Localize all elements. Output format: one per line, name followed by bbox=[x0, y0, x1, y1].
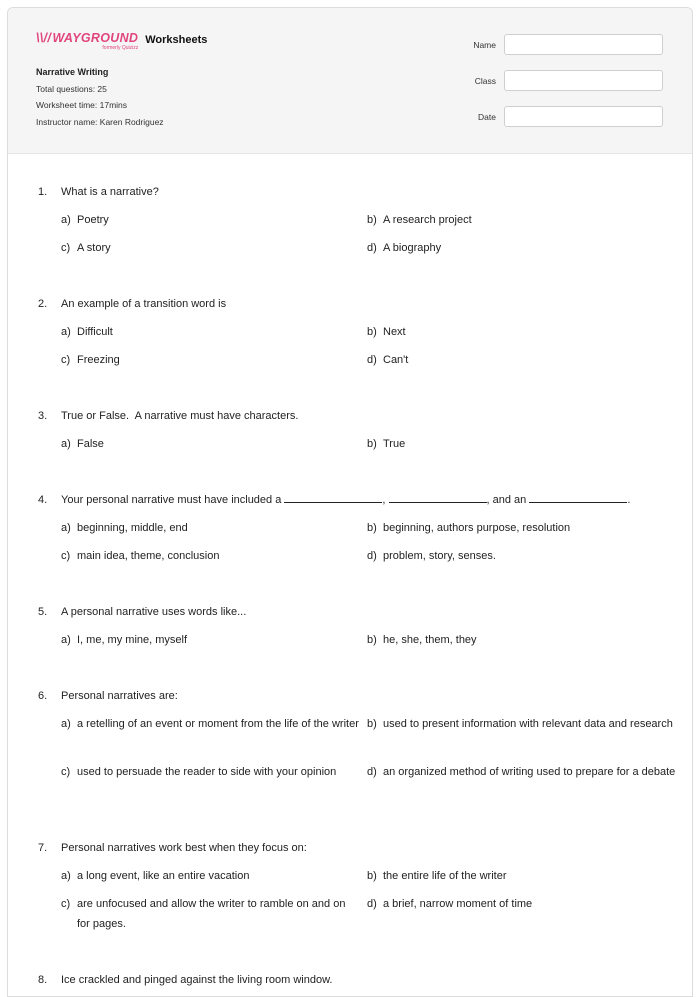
class-label: Class bbox=[474, 75, 496, 86]
option: d) problem, story, senses. bbox=[367, 550, 496, 562]
option: d) an organized method of writing used to prepare for a debate bbox=[367, 766, 676, 778]
question-stem: 6. Personal narratives are: bbox=[38, 690, 178, 702]
answer-blank bbox=[284, 493, 382, 503]
option: d) A biography bbox=[367, 242, 442, 254]
question-stem: 7. Personal narratives work best when they focus on: bbox=[38, 842, 307, 854]
answer-blank bbox=[389, 493, 487, 503]
option: b) beginning, authors purpose, resolution bbox=[367, 522, 571, 534]
option: c) Freezing bbox=[61, 354, 120, 366]
wayground-logo bbox=[36, 32, 138, 51]
worksheet-meta bbox=[36, 66, 164, 128]
class-input[interactable] bbox=[504, 70, 663, 91]
logo-subtext: formerly Quizizz bbox=[102, 45, 139, 51]
worksheet-header bbox=[8, 8, 692, 154]
question-stem: 1. What is a narrative? bbox=[38, 186, 159, 198]
option: b) True bbox=[367, 438, 406, 450]
question-stem: 3. True or False. A narrative must have characters. bbox=[38, 410, 299, 422]
date-input[interactable] bbox=[504, 106, 663, 127]
option: c) A story bbox=[61, 242, 111, 254]
date-label: Date bbox=[478, 111, 496, 122]
worksheet-time: Worksheet time: 17mins bbox=[36, 100, 128, 110]
option: d) Can't bbox=[367, 354, 409, 366]
option: a) beginning, middle, end bbox=[61, 522, 188, 534]
total-questions: Total questions: 25 bbox=[36, 83, 107, 94]
product-title: Worksheets bbox=[145, 34, 208, 46]
option: c) main idea, theme, conclusion bbox=[61, 550, 220, 562]
instructor-name: Instructor name: Karen Rodriguez bbox=[36, 116, 164, 127]
class-field-row bbox=[436, 70, 663, 91]
question-stem: 8. Ice crackled and pinged against the living room window. bbox=[38, 974, 333, 986]
option: a) False bbox=[61, 438, 104, 450]
option: b) used to present information with relevant data and research bbox=[367, 718, 673, 730]
option: a) Poetry bbox=[61, 214, 109, 226]
option: a) Difficult bbox=[61, 326, 113, 338]
worksheet-page bbox=[7, 7, 693, 997]
brand bbox=[36, 32, 207, 51]
logo-mark-icon: \\// bbox=[36, 31, 53, 45]
option: a) a long event, like an entire vacation bbox=[61, 870, 250, 882]
name-input[interactable] bbox=[504, 34, 663, 55]
question-stem: 4. Your personal narrative must have included a , , and an . bbox=[38, 494, 631, 506]
option: b) he, she, them, they bbox=[367, 634, 477, 646]
date-field-row bbox=[436, 106, 663, 127]
option: b) the entire life of the writer bbox=[367, 870, 507, 882]
option: b) Next bbox=[367, 326, 406, 338]
option: a) a retelling of an event or moment from the life of the writer bbox=[61, 718, 359, 730]
question-stem: 2. An example of a transition word is bbox=[38, 298, 227, 310]
worksheet-title: Narrative Writing bbox=[36, 67, 109, 77]
option: b) A research project bbox=[367, 214, 472, 226]
name-label: Name bbox=[473, 39, 496, 50]
option: c) are unfocused and allow the writer to ramble on and on for pages. bbox=[61, 898, 346, 930]
student-fields bbox=[436, 34, 663, 142]
option: c) used to persuade the reader to side with your opinion bbox=[61, 766, 337, 778]
option: a) I, me, my mine, myself bbox=[61, 634, 188, 646]
question-stem: 5. A personal narrative uses words like... bbox=[38, 606, 247, 618]
option: d) a brief, narrow moment of time bbox=[367, 898, 533, 910]
answer-blank bbox=[529, 493, 627, 503]
name-field-row bbox=[436, 34, 663, 55]
logo-wordmark: \\// WAYGROUND bbox=[36, 31, 139, 45]
